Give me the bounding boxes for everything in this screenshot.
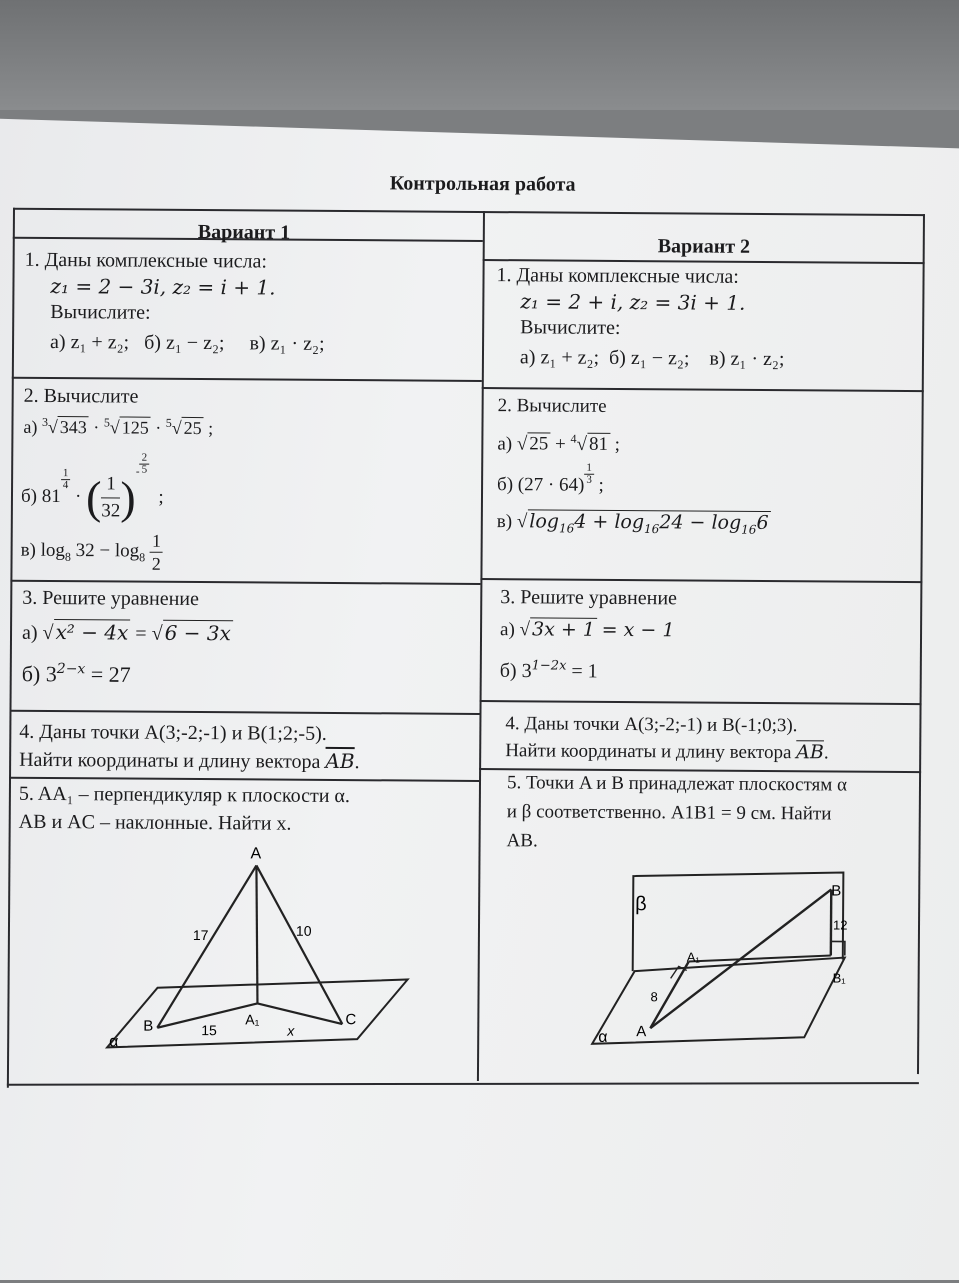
v1-task2-a-label: а) (23, 417, 37, 437)
v2-task2-heading: 2. Вычислите (498, 393, 621, 420)
log-radicand (527, 509, 770, 534)
v2-task1 (496, 262, 785, 372)
label-alpha: α (598, 1029, 607, 1046)
v2-task2-c-label: в) (497, 511, 512, 532)
v2-task2-b: б) (27 · 64) $\frac{1}{3}$ ; (497, 462, 604, 499)
label-17: 17 (193, 927, 209, 943)
label-c: C (345, 1011, 356, 1028)
label-a: A (250, 845, 261, 862)
log-base: 8 (139, 550, 145, 564)
text: 24 − log (659, 511, 741, 534)
v1-task1-compute: Вычислите: (50, 299, 325, 327)
text: . (824, 742, 829, 763)
label-8: 8 (650, 989, 657, 1004)
v1-task2 (23, 383, 213, 441)
root-index: 5 (104, 415, 110, 429)
v1-task2-b: б) 81 $\frac{1}{4}$ · ( $\frac{1}{32}$ )- $\frac{2}{5}$ ; (21, 452, 164, 525)
radicand: 25 (527, 433, 550, 455)
v1-task1-options (50, 329, 325, 357)
equation-rhs: = x − 1 (602, 619, 675, 642)
text: 4 + log (574, 511, 644, 533)
v2-task3-a: а) √3x + 1 = x − 1 (500, 616, 677, 644)
radicand: x² − 4x (53, 619, 130, 645)
v2-task4-line2 (505, 737, 829, 766)
table-border-top (13, 208, 925, 216)
plane-beta (633, 871, 844, 972)
exponent-fraction (584, 463, 594, 486)
v1-task3-heading: 3. Решите уравнение (22, 585, 233, 612)
v1-task2-b-base: б) 81 (21, 486, 61, 507)
text: 6 (756, 512, 768, 534)
v1-task1-b: б) z₁ − z₂; (144, 332, 225, 355)
log-fraction (150, 530, 163, 575)
variant-2-header: Вариант 2 (658, 235, 751, 259)
text: Найти координаты и длину вектора (19, 749, 325, 773)
power-base: б) 3 (500, 660, 532, 682)
v2-task4 (505, 710, 829, 766)
v1-task5-line2: AB и AC – наклонные. Найти x. (19, 808, 350, 838)
plus-sign: + (555, 434, 566, 455)
radicand: 81 (587, 433, 610, 455)
radicand: 25 (182, 417, 204, 438)
v2-task1-heading: 1. Даны комплексные числа: (496, 262, 785, 290)
page-title: Контрольная работа (3, 170, 959, 200)
edge-aa1 (255, 865, 258, 1003)
log-base: 8 (65, 550, 71, 564)
v2-task2-a-label: а) (497, 433, 512, 454)
v2-task5 (506, 768, 847, 857)
v1-task1 (24, 247, 325, 357)
v1-task1-a: а) z₁ + z₂; (50, 331, 129, 354)
label-b: B (143, 1018, 153, 1035)
v2-task1-b: б) z₁ − z₂; (609, 347, 690, 370)
row-rule-1-right (482, 387, 924, 392)
v2-task1-options (520, 344, 785, 372)
segment-a1b1 (689, 954, 831, 962)
v2-figure-planes (582, 866, 883, 1053)
base-fraction (101, 471, 120, 524)
equation-rhs: = 1 (571, 660, 597, 682)
exponent: 1−2x (532, 658, 567, 673)
v1-figure-pyramid (97, 842, 418, 1059)
numerator: 1 (150, 530, 163, 553)
label-15: 15 (201, 1022, 217, 1038)
row-rule-3-left (9, 710, 479, 715)
label-x: x (286, 1023, 295, 1039)
log-label: в) log (21, 540, 65, 561)
row-rule-2-right (480, 578, 922, 583)
label-a1: A₁ (245, 1011, 259, 1027)
row-rule-3-right (480, 700, 922, 705)
label-beta: β (635, 893, 647, 915)
row-rule-1-left (12, 377, 482, 382)
denominator: 2 (150, 553, 163, 575)
root-index: 4 (571, 432, 577, 446)
table-border-right (917, 214, 925, 1074)
v1-task3 (22, 585, 233, 689)
denominator: 32 (101, 498, 120, 524)
v1-task2-c (20, 529, 163, 575)
equation-rhs: = 27 (91, 662, 131, 687)
v1-task5-line1: 5. AA₁ – перпендикуляр к плоскости α. (19, 780, 350, 810)
numerator: 1 (61, 468, 71, 480)
text: Найти координаты и длину вектора (505, 740, 796, 763)
label-10: 10 (296, 923, 312, 939)
log-base: 16 (741, 523, 756, 537)
v2-task1-given: z₁ = 2 + i, z₂ = 3i + 1. (520, 288, 785, 316)
exponent-fraction (61, 468, 71, 491)
vector-ab: $\overline{AB}$ (796, 741, 824, 763)
v1-task1-given: z₁ = 2 − 3i, z₂ = i + 1. (50, 273, 325, 301)
log-base: 16 (559, 521, 574, 535)
label-alpha: α (109, 1033, 118, 1050)
label-b1: B₁ (833, 970, 847, 985)
v1-task3-a: а) √x² − 4x = √6 − 3x (22, 619, 233, 647)
label-12: 12 (833, 917, 848, 932)
v2-task2 (497, 393, 620, 458)
v2-task3-b (500, 653, 677, 685)
v2-task5-line3: AB. (506, 826, 846, 857)
edge-ab (157, 865, 256, 1029)
numerator: 2 (140, 453, 150, 465)
radicand: 6 − 3x (163, 620, 233, 645)
exponent: 2−x (57, 661, 86, 677)
text: log (529, 510, 559, 532)
plane-alpha (592, 956, 845, 1046)
log-middle: 32 − log (76, 540, 140, 561)
v1-task1-heading: 1. Даны комплексные числа: (25, 247, 326, 275)
v1-task1-c: в) z₁ · z₂; (249, 332, 324, 355)
edge-ac (255, 865, 343, 1024)
root-index: 5 (166, 416, 172, 430)
v1-task3-b (22, 656, 233, 689)
numerator: 1 (584, 463, 594, 475)
v1-task4-line1: 4. Даны точки A(3;-2;-1) и B(1;2;-5). (19, 719, 360, 748)
label-a: A (636, 1023, 646, 1040)
v2-task3-a-label: а) (500, 619, 515, 640)
denominator: 5 (140, 465, 150, 476)
label-b: B (831, 882, 841, 899)
v2-task4-line1: 4. Даны точки A(3;-2;-1) и B(-1;0;3). (505, 710, 829, 739)
table-divider-middle (477, 211, 485, 1081)
v1-task2-a: а) $^3$√ 343 · $^5$√ 125 · $^5$√ 25 ; (23, 409, 213, 441)
variant-1-header: Вариант 1 (198, 221, 291, 245)
denominator: 4 (61, 480, 71, 491)
edge-a1c (257, 1003, 342, 1024)
text: . (355, 751, 360, 773)
v2-task2-a: а) √25 + $^4$√81 ; (497, 425, 620, 458)
v1-task5 (19, 780, 350, 838)
v2-task2-c: в) $√\log_{16}4 + \log_{16}24 - \log_{16}6$ (497, 508, 771, 543)
v2-task1-a: а) z₁ + z₂; (520, 346, 599, 369)
v2-task1-c: в) z₁ · z₂; (709, 348, 784, 371)
table-border-bottom (7, 1082, 919, 1086)
paren-open: ( (86, 472, 102, 523)
v2-task5-line2: и β соответственно. A1B1 = 9 см. Найти (507, 797, 847, 828)
v2-task2-b-expr: б) (27 · 64) (497, 474, 584, 496)
v2-task3 (500, 584, 677, 685)
denominator: 3 (584, 475, 594, 486)
power-base: б) 3 (22, 661, 57, 686)
label-a1: A₁ (687, 949, 701, 964)
radicand: 125 (120, 416, 151, 437)
exponent-sign: - (136, 466, 140, 478)
vector-ab: $\overline{AB}$ (325, 749, 354, 773)
numerator: 1 (101, 471, 120, 498)
paren-close: ) (120, 472, 136, 523)
table-border-left (7, 208, 15, 1088)
v2-task1-compute: Вычислите: (520, 314, 785, 342)
exponent-fraction-2 (140, 453, 150, 476)
v1-task2-heading: 2. Вычислите (24, 383, 214, 410)
radicand: 3x + 1 (530, 617, 597, 640)
root-index: 3 (42, 415, 48, 429)
v1-task4 (19, 719, 360, 776)
v2-task5-line1: 5. Точки A и B принадлежат плоскостям α (507, 768, 847, 799)
v1-task3-a-label: а) (22, 622, 38, 644)
row-rule-2-left (10, 580, 480, 585)
v2-task3-heading: 3. Решите уравнение (500, 584, 677, 611)
radicand: 343 (58, 416, 89, 437)
log-base: 16 (644, 522, 659, 536)
v1-task4-line2 (19, 746, 360, 776)
